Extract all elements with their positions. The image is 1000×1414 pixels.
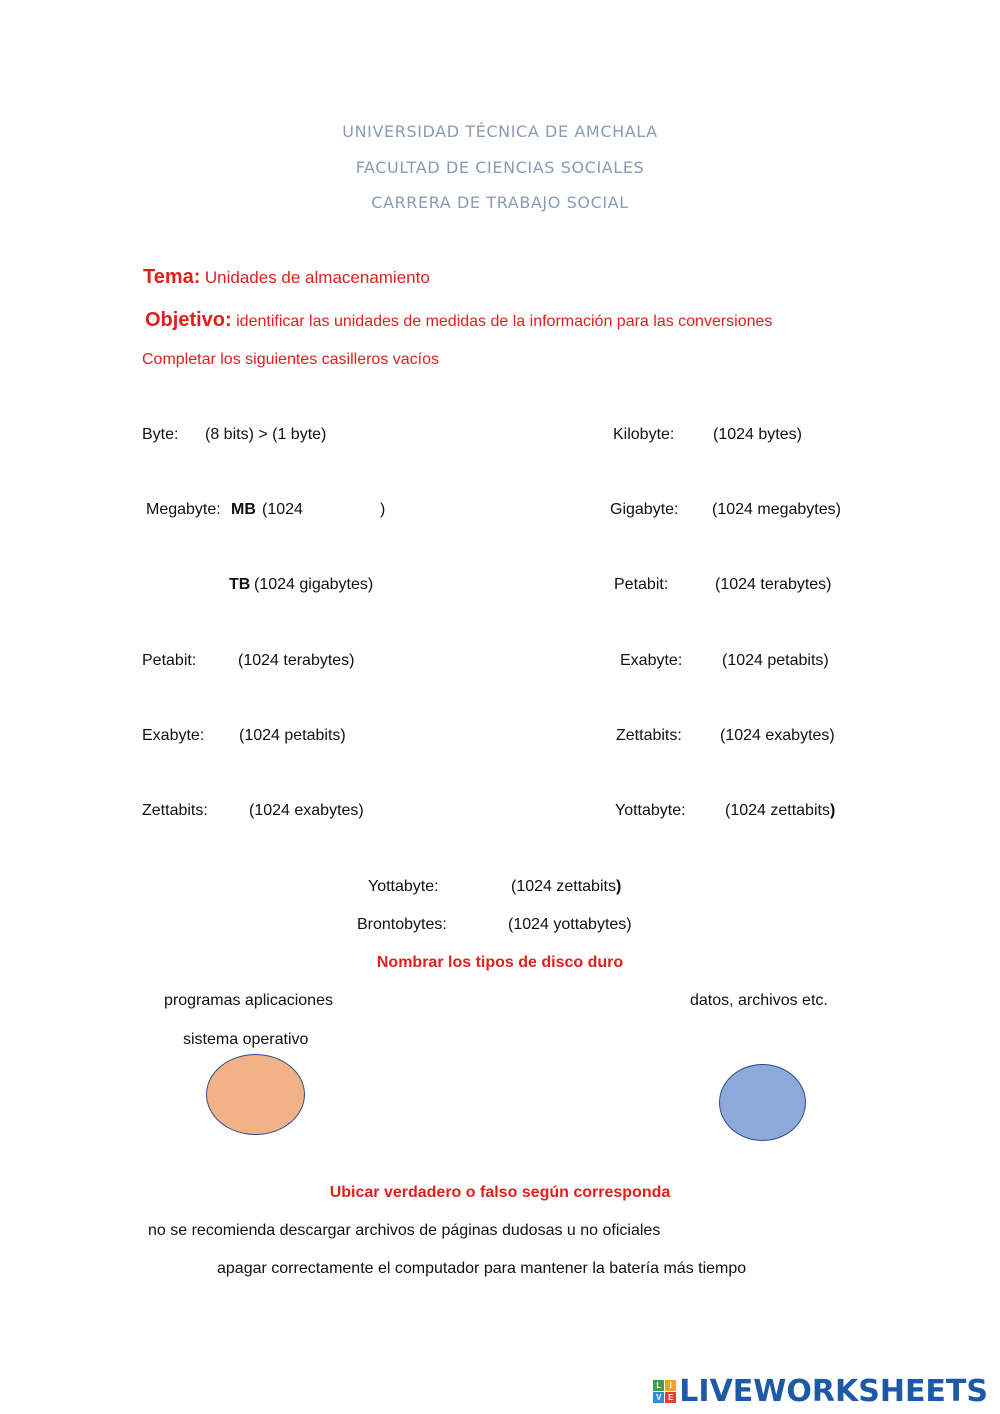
instruction-text: Completar los siguientes casilleros vacíos (142, 351, 440, 368)
megabyte-abbr: MB (231, 501, 256, 518)
kilobyte-name: Kilobyte: (613, 426, 675, 443)
petabit-right-value: (1024 terabytes) (715, 576, 832, 593)
petabit-left-value: (1024 terabytes) (238, 652, 355, 669)
tema-value: Unidades de almacenamiento (204, 268, 430, 287)
career-name: CARRERA DE TRABAJO SOCIAL (371, 193, 629, 212)
yottabyte-right-value-line (725, 802, 835, 820)
megabyte-value-start: (1024 (262, 501, 303, 518)
terabyte-abbr: TB (229, 576, 251, 593)
exabyte-left-value: (1024 petabits) (239, 727, 346, 744)
zettabits-right-value: (1024 exabytes) (720, 727, 835, 744)
tf-statement-1: no se recomienda descargar archivos de páginas dudosas u no oficiales (148, 1222, 661, 1239)
disk-left-line2: sistema operativo (183, 1031, 309, 1048)
terabyte-value: (1024 gigabytes) (254, 576, 374, 593)
tf-section-title: Ubicar verdadero o falso según corresponda (329, 1184, 671, 1201)
exabyte-right-value: (1024 petabits) (722, 652, 829, 669)
exabyte-right-name: Exabyte: (620, 652, 683, 669)
brontobytes-name: Brontobytes: (357, 916, 447, 933)
yottabyte-right-value: (1024 zettabits (725, 802, 830, 819)
zettabits-right-name: Zettabits: (616, 727, 682, 744)
logo-tile: E (665, 1392, 676, 1403)
megabyte-value-end: ) (380, 501, 386, 518)
objetivo-label: Objetivo: (145, 309, 232, 331)
petabit-left-name: Petabit: (142, 652, 197, 669)
logo-tile: I (665, 1380, 676, 1391)
objetivo-value: identificar las unidades de medidas de la información para las conversiones (236, 313, 773, 330)
gigabyte-value: (1024 megabytes) (712, 501, 841, 518)
tema-line (143, 266, 430, 289)
yottabyte-center-value: (1024 zettabits (511, 878, 616, 895)
tf-statement-2: apagar correctamente el computador para mantener la batería más tiempo (217, 1260, 747, 1277)
yottabyte-center-name: Yottabyte: (368, 878, 439, 895)
disk-section-title: Nombrar los tipos de disco duro (376, 954, 624, 971)
liveworksheets-logo (653, 1374, 988, 1409)
disk-right-line1: datos, archivos etc. (690, 992, 828, 1009)
disk-left-line1: programas aplicaciones (164, 992, 333, 1009)
exabyte-left-name: Exabyte: (142, 727, 205, 744)
logo-tiles-icon (653, 1380, 676, 1403)
left-disk-ellipse (206, 1054, 305, 1135)
logo-tile: L (653, 1380, 664, 1391)
gigabyte-name: Gigabyte: (610, 501, 679, 518)
kilobyte-value: (1024 bytes) (713, 426, 802, 443)
zettabits-left-value: (1024 exabytes) (249, 802, 364, 819)
logo-brand-text: LIVEWORKSHEETS (679, 1374, 988, 1409)
yottabyte-right-close: ) (829, 802, 836, 819)
yottabyte-right-name: Yottabyte: (615, 802, 686, 819)
logo-tile: V (653, 1392, 664, 1403)
faculty-name: FACULTAD DE CIENCIAS SOCIALES (355, 158, 645, 177)
petabit-right-name: Petabit: (614, 576, 669, 593)
university-name: UNIVERSIDAD TÉCNICA DE AMCHALA (342, 122, 658, 141)
byte-name: Byte: (142, 426, 179, 443)
yottabyte-center-close: ) (615, 878, 622, 895)
objetivo-line (145, 309, 772, 332)
byte-value: (8 bits) > (1 byte) (205, 426, 327, 443)
yottabyte-center-value-line (511, 878, 621, 896)
right-disk-ellipse (719, 1064, 806, 1141)
megabyte-name: Megabyte: (146, 501, 221, 518)
zettabits-left-name: Zettabits: (142, 802, 208, 819)
brontobytes-value: (1024 yottabytes) (508, 916, 632, 933)
tema-label: Tema: (143, 266, 201, 288)
